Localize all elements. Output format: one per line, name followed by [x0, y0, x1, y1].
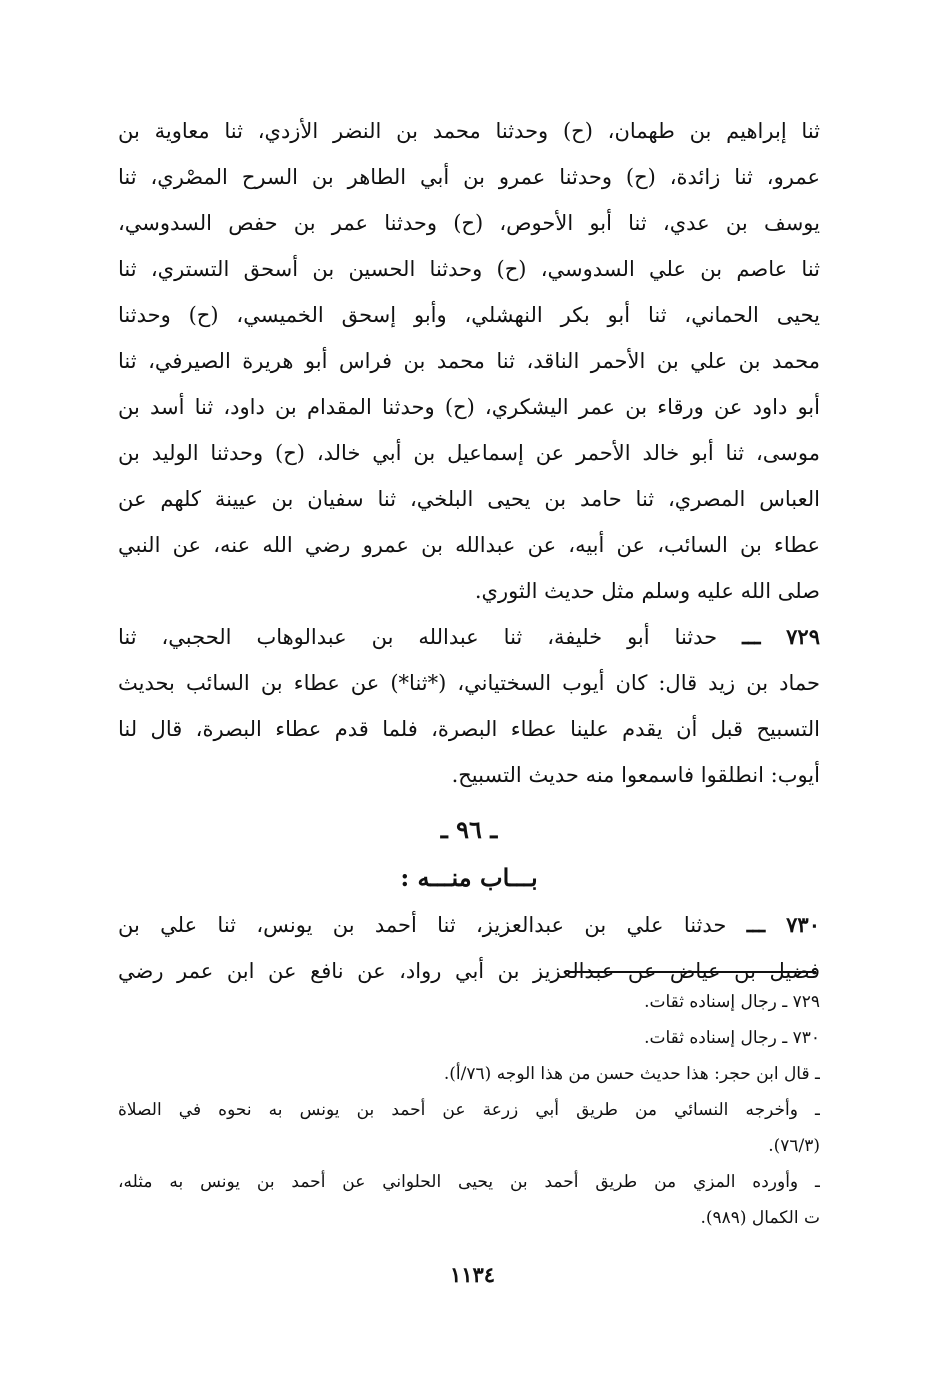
footnote: ـ وأورده المزي من طريق أحمد بن يحيى الحلواني عن أحمد بن يونس به مثله، [118, 1172, 820, 1192]
hadith-730-line: فضيل بن عياض عن عبدالعزيز بن أبي رواد، عن نافع عن ابن عمر رضي [118, 959, 820, 983]
text-line: يوسف بن عدي، ثنا أبو الأحوص، (ح) وحدثنا عمر بن حفص السدوسي، [118, 211, 820, 235]
text-line: ثنا عاصم بن علي السدوسي، (ح) وحدثنا الحسين بن أسحق التستري، ثنا [118, 257, 820, 281]
hadith-729-line: حماد بن زيد قال: كان أيوب السختياني، (*ثنا*) عن عطاء بن السائب بحديث [118, 671, 820, 695]
text-line: صلى الله عليه وسلم مثل حديث الثوري. [474, 579, 820, 603]
footnote: (٧٦/٣). [768, 1136, 820, 1156]
hadith-730-line [118, 902, 820, 948]
footnote-divider [570, 971, 816, 973]
hadith-729-line: التسبيح قبل أن يقدم علينا عطاء البصرة، فلما قدم عطاء البصرة، قال لنا [118, 717, 820, 741]
hadith-729-line [118, 614, 820, 660]
footnote: ت الكمال (٩٨٩). [700, 1208, 820, 1228]
chapter-number: ـ ٩٦ ـ [440, 815, 498, 844]
text-line: يحيى الحماني، ثنا أبو بكر النهشلي، وأبو إسحق الخميسي، (ح) وحدثنا [118, 303, 820, 327]
text-line: عمرو، ثنا زائدة، (ح) وحدثنا عمرو بن أبي الطاهر بن السرح المصْري، ثنا [118, 165, 820, 189]
text-line: ثنا إبراهيم بن طهمان، (ح) وحدثنا محمد بن النضر الأزدي، ثنا معاوية بن [118, 119, 820, 143]
footnote: ـ قال ابن حجر: هذا حديث حسن من هذا الوجه (٧٦/أ). [443, 1064, 820, 1084]
chapter-title: بـــاب منـــه : [400, 863, 538, 892]
text-line: أبو داود عن ورقاء بن عمر اليشكري، (ح) وحدثنا المقدام بن داود، ثنا أسد بن [118, 395, 820, 419]
page-number: ١١٣٤ [449, 1262, 496, 1287]
hadith-730-text: حدثنا علي بن عبدالعزيز، ثنا أحمد بن يونس، ثنا علي بن [118, 913, 727, 937]
hadith-730-number: ٧٣٠ ـــ [746, 912, 820, 937]
footnotes [118, 984, 820, 1236]
footnote: ٧٢٩ ـ رجال إسناده ثقات. [644, 992, 820, 1012]
hadith-729-number: ٧٢٩ ـــ [742, 624, 820, 649]
footnote: ٧٣٠ ـ رجال إسناده ثقات. [644, 1028, 820, 1048]
text-line: عطاء بن السائب، عن أبيه، عن عبدالله بن عمرو رضي الله عنه، عن النبي [118, 533, 820, 557]
hadith-729-text: حدثنا أبو خليفة، ثنا عبدالله بن عبدالوهاب الحجبي، ثنا [118, 625, 718, 649]
text-line: العباس المصري، ثنا حامد بن يحيى البلخي، ثنا سفيان بن عيينة كلهم عن [118, 487, 820, 511]
text-line: موسى، ثنا أبو خالد الأحمر عن إسماعيل بن أبي خالد، (ح) وحدثنا الوليد بن [118, 441, 820, 465]
footnote: ـ وأخرجه النسائي من طريق أبي زرعة عن أحمد بن يونس به نحوه في الصلاة [118, 1100, 820, 1120]
text-line: محمد بن علي بن الأحمر الناقد، ثنا محمد بن فراس أبو هريرة الصيرفي، ثنا [118, 349, 820, 373]
main-text [118, 108, 820, 994]
hadith-729-line: أيوب: انطلقوا فاسمعوا منه حديث التسبيح. [451, 763, 820, 787]
